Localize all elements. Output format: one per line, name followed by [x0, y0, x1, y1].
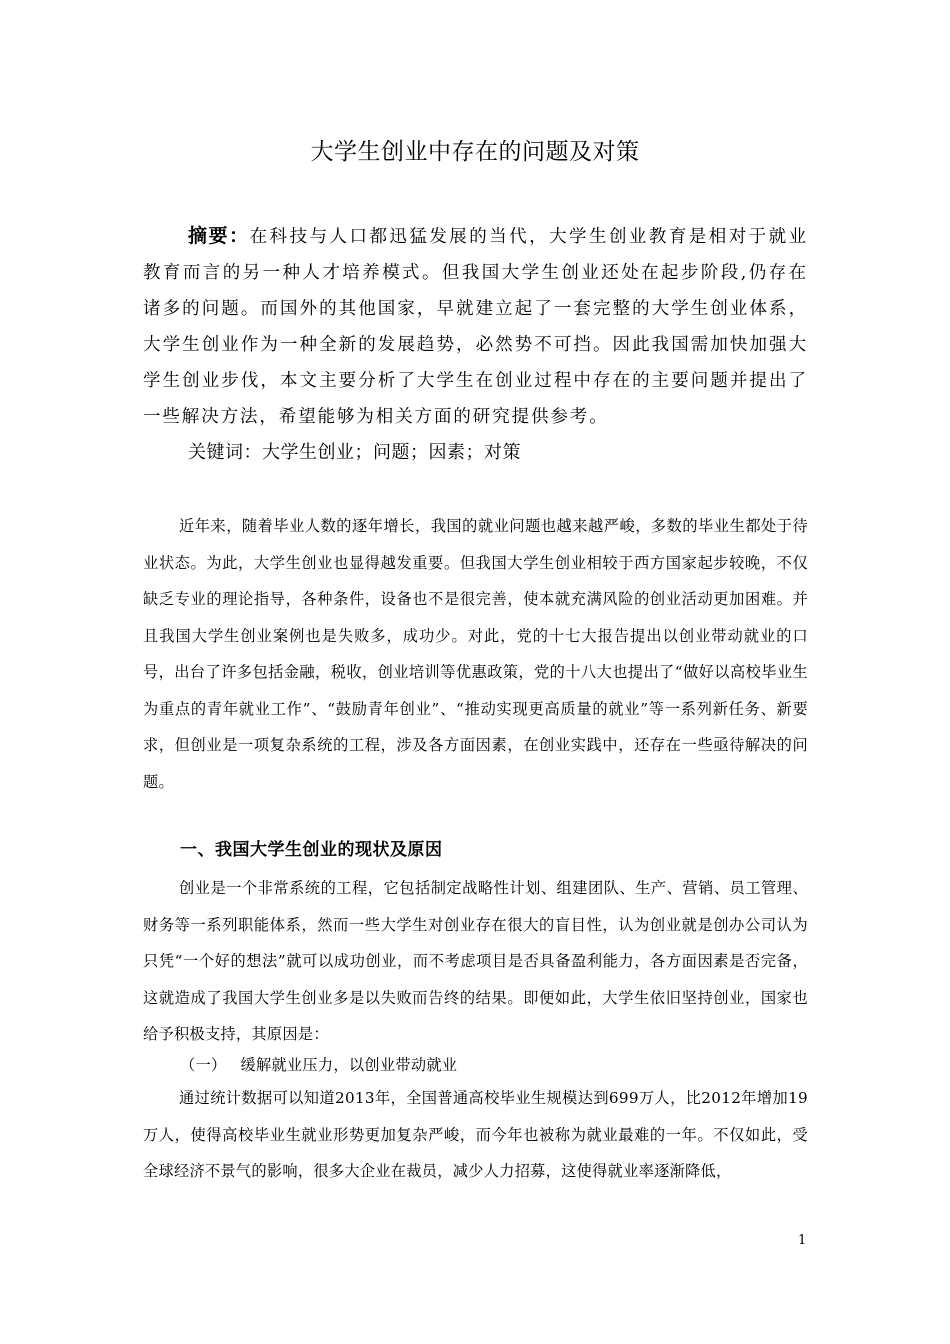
abstract-paragraph	[143, 218, 808, 435]
subsection-heading-1	[180, 1054, 457, 1075]
intro-paragraph: 近年来，随着毕业人数的逐年增长，我国的就业问题也越来越严峻，多数的毕业生都处于待业状态。为此，大学生创业也显得越发重要。但我国大学生创业相较于西方国家起步较晚，不仅缺乏专业的理论指导，各种条件，设备也不是很完善，使本就充满风险的创业活动更加困难。并且我国大学生创业案例也是失败多，成功少。对此，党的十七大报告提出以创业带动就业的口号，出台了许多包括金融，税收，创业培训等优惠政策，党的十八大也提出了“做好以高校毕业生为重点的青年就业工作”、“鼓励青年创业”、“推动实现更高质量的就业”等一系列新任务、新要求，但创业是一项复杂系统的工程，涉及各方面因素，在创业实践中，还存在一些亟待解决的问题。	[143, 517, 808, 791]
subsection-title: 缓解就业压力，以创业带动就业	[240, 1056, 458, 1074]
subsection-number: （一）	[180, 1056, 227, 1074]
subsection-1-paragraph: 通过统计数据可以知道2013年，全国普通高校毕业生规模达到699万人，比2012年增加19万人，使得高校毕业生就业形势更加复杂严峻，而今年也被称为就业最难的一年。不仅如此，受全球经济不景气的影响，很多大企业在裁员，减少人力招募，这使得就业率逐渐降低，	[143, 1089, 808, 1180]
abstract-text: 在科技与人口都迅猛发展的当代，大学生创业教育是相对于就业教育而言的另一种人才培养模式。但我国大学生创业还处在起步阶段,仍存在诸多的问题。而国外的其他国家，早就建立起了一套完整的大学生创业体系，大学生创业作为一种全新的发展趋势，必然势不可挡。因此我国需加快加强大学生创业步伐，本文主要分析了大学生在创业过程中存在的主要问题并提出了一些解决方法，希望能够为相关方面的研究提供参考。	[143, 227, 808, 427]
section-heading-1: 一、我国大学生创业的现状及原因	[180, 840, 443, 860]
page-number: 1	[798, 1233, 807, 1248]
abstract-label: 摘要：	[188, 225, 250, 247]
keywords-line	[188, 438, 521, 464]
keywords-text: 大学生创业；问题；因素；对策	[262, 442, 521, 463]
keywords-label: 关键词：	[188, 442, 262, 463]
document-title: 大学生创业中存在的问题及对策	[310, 139, 640, 165]
section-1-paragraph: 创业是一个非常系统的工程，它包括制定战略性计划、组建团队、生产、营销、员工管理、财务等一系列职能体系，然而一些大学生对创业存在很大的盲目性，认为创业就是创办公司认为只凭“一个好的想法”就可以成功创业，而不考虑项目是否具备盈利能力，各方面因素是否完备，这就造成了我国大学生创业多是以失败而告终的结果。即便如此，大学生依旧坚持创业，国家也给予积极支持，其原因是：	[143, 879, 808, 1043]
